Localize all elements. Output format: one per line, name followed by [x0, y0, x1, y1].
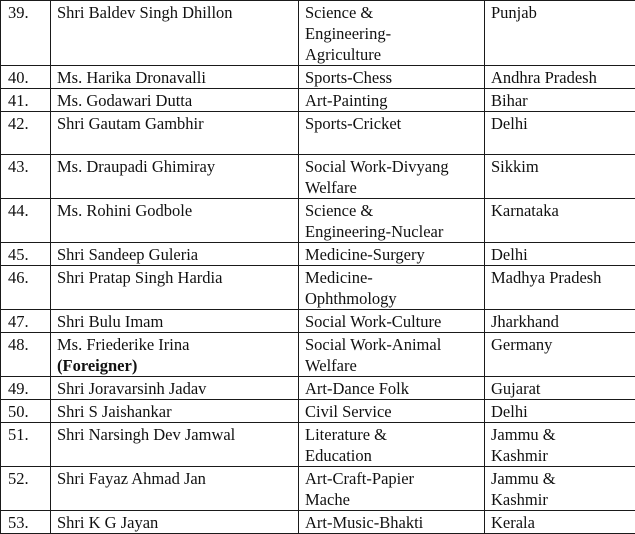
state-cell — [485, 1, 635, 66]
state-cell — [485, 467, 635, 511]
awardee-name: Shri Sandeep Guleria — [57, 245, 198, 264]
field-line: Agriculture — [305, 44, 478, 65]
table-body — [1, 1, 635, 534]
field-line: Medicine-Surgery — [305, 244, 478, 265]
field-cell — [299, 377, 485, 400]
state-line: Kashmir — [491, 489, 630, 510]
awardee-name: Ms. Friederike Irina — [57, 335, 189, 354]
state-line: Delhi — [491, 113, 630, 134]
awardee-name: Shri Fayaz Ahmad Jan — [57, 469, 206, 488]
state-cell — [485, 66, 635, 89]
awardee-name: Shri K G Jayan — [57, 513, 158, 532]
state-line: Jammu & — [491, 468, 630, 489]
field-line: Education — [305, 445, 478, 466]
field-cell — [299, 467, 485, 511]
awardee-name: Shri Joravarsinh Jadav — [57, 379, 206, 398]
table-row — [1, 112, 635, 155]
state-cell — [485, 400, 635, 423]
state-line: Gujarat — [491, 378, 630, 399]
table-row — [1, 511, 635, 534]
state-line: Sikkim — [491, 156, 630, 177]
serial-number-cell: 45. — [1, 243, 51, 266]
field-cell — [299, 66, 485, 89]
field-line: Sports-Chess — [305, 67, 478, 88]
awardee-name: Shri Pratap Singh Hardia — [57, 268, 222, 287]
serial-number-cell: 47. — [1, 310, 51, 333]
state-cell — [485, 155, 635, 199]
field-cell — [299, 1, 485, 66]
field-line: Ophthmology — [305, 288, 478, 309]
awardee-name-cell — [51, 333, 299, 377]
field-cell — [299, 310, 485, 333]
awardee-name-cell — [51, 243, 299, 266]
serial-number-cell: 53. — [1, 511, 51, 534]
field-line: Welfare — [305, 355, 478, 376]
field-cell — [299, 400, 485, 423]
state-line: Jharkhand — [491, 311, 630, 332]
awardee-name: Ms. Rohini Godbole — [57, 201, 192, 220]
serial-number-cell: 49. — [1, 377, 51, 400]
serial-number-cell: 40. — [1, 66, 51, 89]
state-cell — [485, 199, 635, 243]
awardee-name-cell — [51, 112, 299, 155]
field-line: Civil Service — [305, 401, 478, 422]
field-line: Medicine- — [305, 267, 478, 288]
state-cell — [485, 423, 635, 467]
table-row — [1, 400, 635, 423]
table-row — [1, 467, 635, 511]
awardee-name-cell — [51, 89, 299, 112]
field-line: Engineering- — [305, 23, 478, 44]
awardee-name: Ms. Harika Dronavalli — [57, 68, 206, 87]
awardee-name-cell — [51, 511, 299, 534]
state-cell — [485, 243, 635, 266]
field-cell — [299, 266, 485, 310]
state-line: Andhra Pradesh — [491, 67, 630, 88]
foreigner-note: (Foreigner) — [57, 355, 292, 376]
state-line: Germany — [491, 334, 630, 355]
serial-number-cell: 50. — [1, 400, 51, 423]
field-cell — [299, 112, 485, 155]
state-cell — [485, 377, 635, 400]
awardee-name: Shri Gautam Gambhir — [57, 114, 204, 133]
field-line: Art-Dance Folk — [305, 378, 478, 399]
awardee-name: Shri Bulu Imam — [57, 312, 163, 331]
state-line: Karnataka — [491, 200, 630, 221]
serial-number-cell: 46. — [1, 266, 51, 310]
field-line: Social Work-Animal — [305, 334, 478, 355]
awardee-name-cell — [51, 66, 299, 89]
awardee-name-cell — [51, 266, 299, 310]
field-line: Engineering-Nuclear — [305, 221, 478, 242]
table-row — [1, 266, 635, 310]
awardee-name-cell — [51, 310, 299, 333]
field-cell — [299, 511, 485, 534]
state-line: Delhi — [491, 401, 630, 422]
awardee-name-cell — [51, 199, 299, 243]
serial-number-cell: 39. — [1, 1, 51, 66]
state-line: Kashmir — [491, 445, 630, 466]
state-cell — [485, 89, 635, 112]
awardee-name-cell — [51, 377, 299, 400]
awardee-name-cell — [51, 155, 299, 199]
field-line: Mache — [305, 489, 478, 510]
awardee-name: Shri S Jaishankar — [57, 402, 172, 421]
serial-number-cell: 42. — [1, 112, 51, 155]
table-row — [1, 66, 635, 89]
table-row — [1, 377, 635, 400]
awardee-name: Ms. Draupadi Ghimiray — [57, 157, 215, 176]
serial-number-cell: 52. — [1, 467, 51, 511]
field-line: Art-Painting — [305, 90, 478, 111]
field-line: Sports-Cricket — [305, 113, 478, 134]
field-line: Science & — [305, 200, 478, 221]
field-cell — [299, 243, 485, 266]
field-line: Social Work-Culture — [305, 311, 478, 332]
awardee-name: Shri Narsingh Dev Jamwal — [57, 425, 235, 444]
table-row — [1, 243, 635, 266]
table-row — [1, 423, 635, 467]
awardee-name-cell — [51, 400, 299, 423]
field-line: Art-Craft-Papier — [305, 468, 478, 489]
field-cell — [299, 155, 485, 199]
state-line: Madhya Pradesh — [491, 267, 630, 288]
serial-number-cell: 43. — [1, 155, 51, 199]
table-row — [1, 1, 635, 66]
awardee-name-cell — [51, 467, 299, 511]
field-cell — [299, 199, 485, 243]
state-cell — [485, 310, 635, 333]
state-line: Punjab — [491, 2, 630, 23]
table-row — [1, 155, 635, 199]
state-cell — [485, 266, 635, 310]
state-line: Delhi — [491, 244, 630, 265]
awardee-name-cell — [51, 1, 299, 66]
state-line: Kerala — [491, 512, 630, 533]
serial-number-cell: 44. — [1, 199, 51, 243]
serial-number-cell: 51. — [1, 423, 51, 467]
awardee-name-cell — [51, 423, 299, 467]
field-cell — [299, 89, 485, 112]
awardee-name: Ms. Godawari Dutta — [57, 91, 192, 110]
table-row — [1, 199, 635, 243]
state-line: Bihar — [491, 90, 630, 111]
field-line: Welfare — [305, 177, 478, 198]
state-cell — [485, 333, 635, 377]
field-line: Social Work-Divyang — [305, 156, 478, 177]
table-row — [1, 89, 635, 112]
table-row — [1, 333, 635, 377]
serial-number-cell: 41. — [1, 89, 51, 112]
field-cell — [299, 423, 485, 467]
field-line: Science & — [305, 2, 478, 23]
serial-number-cell: 48. — [1, 333, 51, 377]
field-line: Literature & — [305, 424, 478, 445]
awardee-name: Shri Baldev Singh Dhillon — [57, 3, 233, 22]
state-cell — [485, 112, 635, 155]
field-cell — [299, 333, 485, 377]
state-cell — [485, 511, 635, 534]
field-line: Art-Music-Bhakti — [305, 512, 478, 533]
table-row — [1, 310, 635, 333]
state-line: Jammu & — [491, 424, 630, 445]
